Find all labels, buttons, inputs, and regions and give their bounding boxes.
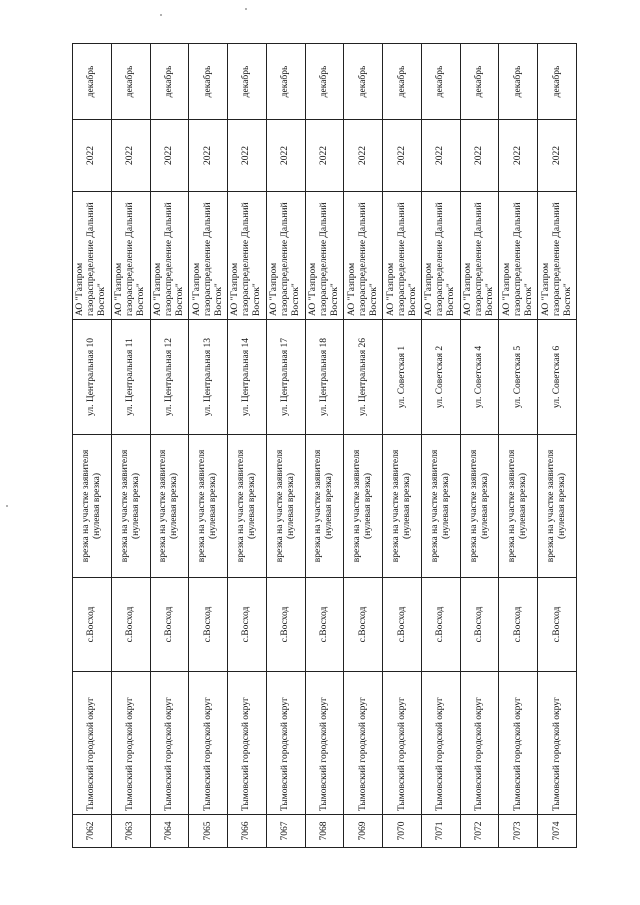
row-number: 7063 [111, 815, 150, 848]
month-cell: декабрь [228, 44, 267, 120]
scan-speck [6, 505, 8, 507]
district-cell: Тымовский городской округ [150, 672, 189, 815]
month-cell: декабрь [73, 44, 112, 120]
work-type-cell: врезка на участке заявителя (нулевая врезка) [344, 435, 383, 578]
month-cell: декабрь [305, 44, 344, 120]
address-cell: ул. Советская 5 [499, 320, 538, 435]
work-type-cell: врезка на участке заявителя (нулевая врезка) [189, 435, 228, 578]
address-cell: ул. Центральная 10 [73, 320, 112, 435]
year-cell: 2022 [150, 120, 189, 192]
organization-cell: АО "Газпром газораспределение Дальний Восток" [228, 192, 267, 320]
address-cell: ул. Советская 4 [460, 320, 499, 435]
district-cell: Тымовский городской округ [111, 672, 150, 815]
year-cell: 2022 [305, 120, 344, 192]
work-type-cell: врезка на участке заявителя (нулевая врезка) [73, 435, 112, 578]
address-cell: ул. Советская 1 [383, 320, 422, 435]
month-cell: декабрь [266, 44, 305, 120]
table-row [189, 44, 228, 848]
table-row [499, 44, 538, 848]
year-cell: 2022 [344, 120, 383, 192]
organization-cell: АО "Газпром газораспределение Дальний Восток" [305, 192, 344, 320]
year-cell: 2022 [538, 120, 577, 192]
district-cell: Тымовский городской округ [538, 672, 577, 815]
organization-cell: АО "Газпром газораспределение Дальний Восток" [421, 192, 460, 320]
address-cell: ул. Центральная 12 [150, 320, 189, 435]
year-cell: 2022 [499, 120, 538, 192]
table-row [305, 44, 344, 848]
row-number: 7068 [305, 815, 344, 848]
address-cell: ул. Советская 2 [421, 320, 460, 435]
address-cell: ул. Центральная 17 [266, 320, 305, 435]
work-type-cell: врезка на участке заявителя (нулевая врезка) [150, 435, 189, 578]
district-cell: Тымовский городской округ [344, 672, 383, 815]
work-type-cell: врезка на участке заявителя (нулевая врезка) [460, 435, 499, 578]
organization-cell: АО "Газпром газораспределение Дальний Восток" [344, 192, 383, 320]
row-number: 7070 [383, 815, 422, 848]
district-cell: Тымовский городской округ [266, 672, 305, 815]
gas-connection-table [72, 43, 577, 848]
table-row [383, 44, 422, 848]
row-number: 7062 [73, 815, 112, 848]
year-cell: 2022 [189, 120, 228, 192]
table-row [73, 44, 112, 848]
organization-cell: АО "Газпром газораспределение Дальний Восток" [383, 192, 422, 320]
year-cell: 2022 [266, 120, 305, 192]
settlement-cell: с.Восход [73, 578, 112, 672]
settlement-cell: с.Восход [538, 578, 577, 672]
address-cell: ул. Центральная 26 [344, 320, 383, 435]
table-row [111, 44, 150, 848]
month-cell: декабрь [189, 44, 228, 120]
row-number: 7073 [499, 815, 538, 848]
settlement-cell: с.Восход [111, 578, 150, 672]
row-number: 7065 [189, 815, 228, 848]
address-cell: ул. Центральная 14 [228, 320, 267, 435]
organization-cell: АО "Газпром газораспределение Дальний Восток" [499, 192, 538, 320]
address-cell: ул. Центральная 18 [305, 320, 344, 435]
row-number: 7072 [460, 815, 499, 848]
year-cell: 2022 [421, 120, 460, 192]
scan-speck [245, 8, 247, 10]
organization-cell: АО "Газпром газораспределение Дальний Восток" [266, 192, 305, 320]
work-type-cell: врезка на участке заявителя (нулевая врезка) [499, 435, 538, 578]
district-cell: Тымовский городской округ [499, 672, 538, 815]
table-row [228, 44, 267, 848]
row-number: 7064 [150, 815, 189, 848]
work-type-cell: врезка на участке заявителя (нулевая врезка) [111, 435, 150, 578]
district-cell: Тымовский городской округ [305, 672, 344, 815]
settlement-cell: с.Восход [228, 578, 267, 672]
district-cell: Тымовский городской округ [421, 672, 460, 815]
row-number: 7069 [344, 815, 383, 848]
table-row [421, 44, 460, 848]
row-number: 7066 [228, 815, 267, 848]
table-row [538, 44, 577, 848]
organization-cell: АО "Газпром газораспределение Дальний Восток" [460, 192, 499, 320]
address-cell: ул. Советская 6 [538, 320, 577, 435]
settlement-cell: с.Восход [421, 578, 460, 672]
table-row [266, 44, 305, 848]
month-cell: декабрь [538, 44, 577, 120]
organization-cell: АО "Газпром газораспределение Дальний Восток" [111, 192, 150, 320]
settlement-cell: с.Восход [460, 578, 499, 672]
address-cell: ул. Центральная 13 [189, 320, 228, 435]
month-cell: декабрь [150, 44, 189, 120]
settlement-cell: с.Восход [266, 578, 305, 672]
work-type-cell: врезка на участке заявителя (нулевая врезка) [266, 435, 305, 578]
year-cell: 2022 [383, 120, 422, 192]
row-number: 7071 [421, 815, 460, 848]
district-cell: Тымовский городской округ [383, 672, 422, 815]
year-cell: 2022 [228, 120, 267, 192]
settlement-cell: с.Восход [189, 578, 228, 672]
work-type-cell: врезка на участке заявителя (нулевая врезка) [538, 435, 577, 578]
settlement-cell: с.Восход [344, 578, 383, 672]
address-cell: ул. Центральная 11 [111, 320, 150, 435]
settlement-cell: с.Восход [499, 578, 538, 672]
organization-cell: АО "Газпром газораспределение Дальний Восток" [538, 192, 577, 320]
work-type-cell: врезка на участке заявителя (нулевая врезка) [383, 435, 422, 578]
month-cell: декабрь [111, 44, 150, 120]
month-cell: декабрь [421, 44, 460, 120]
month-cell: декабрь [383, 44, 422, 120]
table-row [344, 44, 383, 848]
month-cell: декабрь [460, 44, 499, 120]
year-cell: 2022 [111, 120, 150, 192]
organization-cell: АО "Газпром газораспределение Дальний Восток" [73, 192, 112, 320]
district-cell: Тымовский городской округ [460, 672, 499, 815]
district-cell: Тымовский городской округ [73, 672, 112, 815]
organization-cell: АО "Газпром газораспределение Дальний Восток" [189, 192, 228, 320]
row-number: 7067 [266, 815, 305, 848]
row-number: 7074 [538, 815, 577, 848]
settlement-cell: с.Восход [305, 578, 344, 672]
district-cell: Тымовский городской округ [189, 672, 228, 815]
month-cell: декабрь [344, 44, 383, 120]
work-type-cell: врезка на участке заявителя (нулевая врезка) [305, 435, 344, 578]
settlement-cell: с.Восход [150, 578, 189, 672]
table-body [73, 44, 577, 848]
work-type-cell: врезка на участке заявителя (нулевая врезка) [228, 435, 267, 578]
year-cell: 2022 [73, 120, 112, 192]
scan-speck [160, 14, 162, 16]
organization-cell: АО "Газпром газораспределение Дальний Восток" [150, 192, 189, 320]
settlement-cell: с.Восход [383, 578, 422, 672]
month-cell: декабрь [499, 44, 538, 120]
year-cell: 2022 [460, 120, 499, 192]
table-row [150, 44, 189, 848]
work-type-cell: врезка на участке заявителя (нулевая врезка) [421, 435, 460, 578]
table-row [460, 44, 499, 848]
district-cell: Тымовский городской округ [228, 672, 267, 815]
